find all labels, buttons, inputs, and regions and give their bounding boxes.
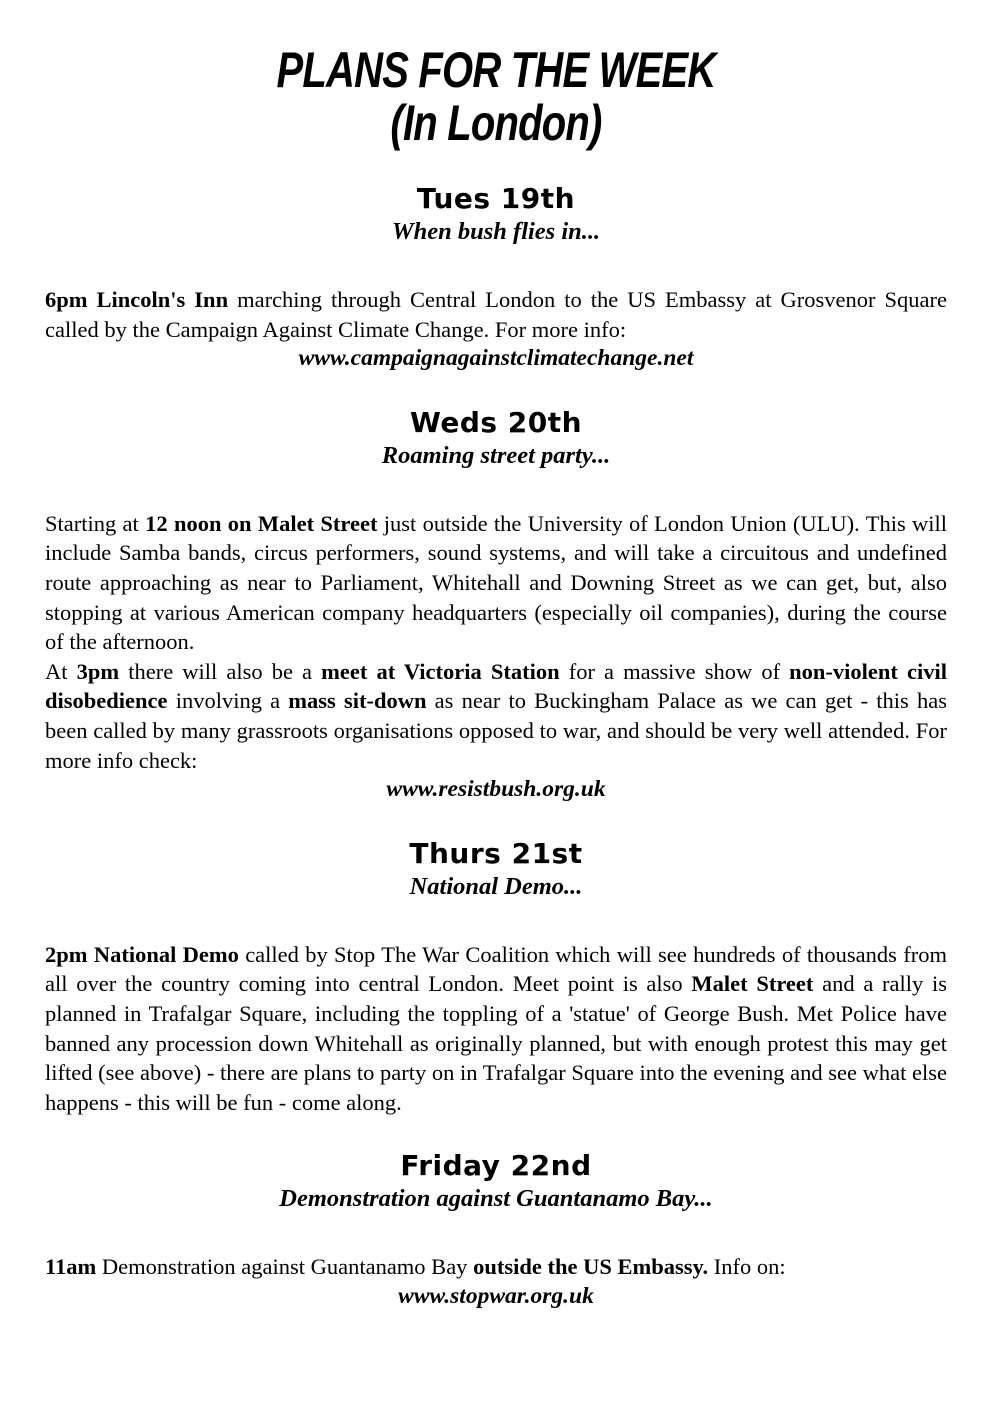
- section-heading-friday-22nd: Friday 22nd: [400, 1149, 592, 1183]
- section-heading-weds-20th: Weds 20th: [409, 405, 583, 439]
- text-run: Malet Street: [691, 971, 814, 997]
- text-run: 11am: [45, 1254, 97, 1280]
- section-subtitle-weds-20th: Roaming street party...: [381, 441, 611, 469]
- text-run: Demonstration against Guantanamo Bay: [96, 1254, 474, 1280]
- section-friday-22nd: [45, 1149, 947, 1311]
- text-run: outside the US Embassy.: [473, 1254, 709, 1280]
- paragraph: [45, 657, 947, 775]
- section-weds-20th: [45, 406, 947, 805]
- paragraph: [45, 1252, 947, 1282]
- text-run: meet at Victoria Station: [321, 658, 560, 684]
- event-url-campaignagainstclimatechange: www.campaignagainstclimatechange.net: [298, 345, 694, 372]
- text-run: mass sit-down: [288, 688, 427, 714]
- section-heading-tues-19th: Tues 19th: [416, 182, 576, 215]
- paragraph: [45, 940, 947, 1118]
- text-run: 2pm National Demo: [45, 941, 239, 967]
- text-run: involving a: [167, 688, 289, 714]
- page-title: [45, 44, 947, 150]
- text-run: for a massive show of: [559, 658, 790, 684]
- section-thurs-21st: [45, 837, 947, 1118]
- text-run: 6pm Lincoln's Inn: [45, 287, 229, 312]
- text-run: 3pm: [76, 658, 120, 684]
- text-run: just outside the University of London Union (ULU). This will include Samba bands, circus performers, sound systems, and will take a circuitous and undefined route approaching as near to Parliament, Whitehall and Downing Street as we can get, but, also stopping at various American company headquarters (especially oil companies), during the course of the afternoon.: [45, 510, 948, 655]
- text-run: marching through Central London to the US Embassy at Grosvenor Square called by the Campaign Against Climate Change. For more info:: [45, 287, 947, 342]
- text-run: called by Stop The War Coalition which will see hundreds of thousands from all over the country coming into central London. Meet point is also: [45, 941, 947, 997]
- section-heading-thurs-21st: Thurs 21st: [409, 836, 583, 870]
- text-run: Info on:: [708, 1254, 786, 1280]
- text-run: there will also be a: [119, 658, 322, 684]
- text-run: Starting at: [45, 510, 146, 536]
- text-run: and a rally is planned in Trafalgar Square, including the toppling of a 'statue' of George Bush. Met Police have banned any procession down Whitehall as originally planned, but with enough protest this may get lifted (see above) - there are plans to party on in Trafalgar Square into the evening and see what else happens - this will be fun - come along.: [45, 971, 947, 1115]
- paragraph: [45, 509, 947, 657]
- text-run: non-violent civil disobedience: [45, 658, 948, 714]
- text-run: as near to Buckingham Palace as we can get - this has been called by many grassroots organisations opposed to war, and should be very well attended. For more info check:: [45, 688, 947, 773]
- event-url-stopwar: www.stopwar.org.uk: [398, 1282, 594, 1309]
- section-subtitle-friday-22nd: Demonstration against Guantanamo Bay...: [279, 1185, 713, 1213]
- page-title-line-2: (In London): [390, 95, 602, 151]
- text-run: At: [45, 658, 77, 684]
- event-url-resistbush: www.resistbush.org.uk: [386, 776, 606, 803]
- page-title-line-1: PLANS FOR THE WEEK: [276, 42, 716, 98]
- section-tues-19th: [45, 182, 947, 374]
- section-subtitle-thurs-21st: National Demo...: [409, 872, 583, 900]
- text-run: 12 noon on Malet Street: [145, 510, 378, 536]
- paragraph: [45, 285, 947, 344]
- section-subtitle-tues-19th: When bush flies in...: [391, 218, 601, 245]
